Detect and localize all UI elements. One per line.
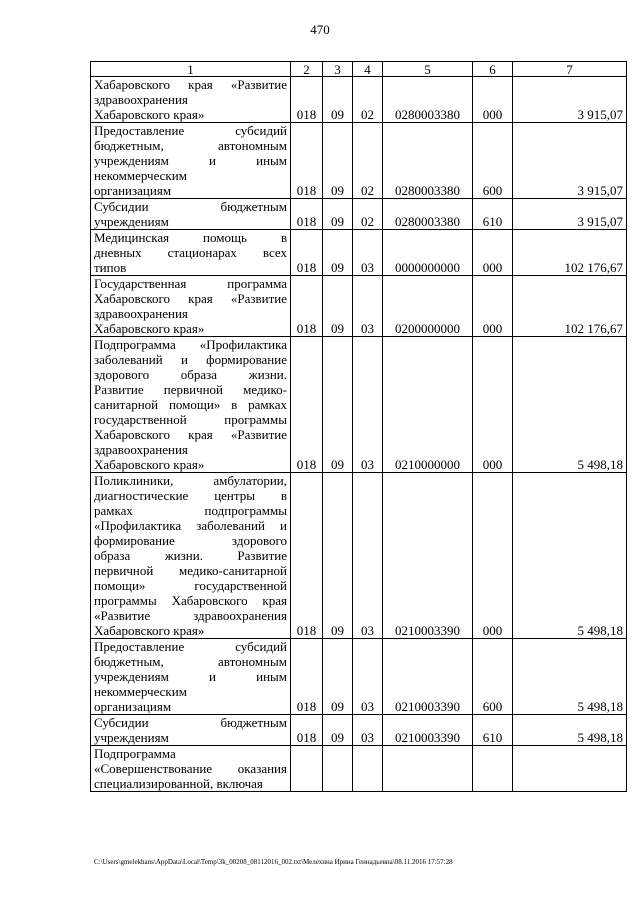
ministry-code: 018 <box>291 639 323 715</box>
description-line: некоммерческим <box>94 684 187 699</box>
amount-cell: 5 498,18 <box>513 337 627 473</box>
description-line: учреждениям и иным <box>94 153 287 168</box>
description-line: заболеваний и формирование <box>94 352 287 367</box>
section-code: 09 <box>323 230 353 276</box>
section-code: 09 <box>323 639 353 715</box>
description-line: санитарной помощи» в рамках <box>94 397 287 412</box>
file-path-footer: C:\Users\gmelekhans\AppData\Local\Temp\3k_00208_08112016_002.txt\Мелехина Ирина Геннадьевна\08.11.2016 17:57:28 <box>94 858 453 866</box>
description-line: Хабаровского края «Развитие <box>94 77 287 92</box>
description-line: некоммерческим <box>94 168 187 183</box>
target-article-code: 0210003390 <box>383 473 473 639</box>
row-description <box>91 230 291 276</box>
ministry-code: 018 <box>291 230 323 276</box>
description-line: учреждениям <box>94 730 169 745</box>
expense-type-code: 000 <box>473 276 513 337</box>
section-code: 09 <box>323 276 353 337</box>
table-row <box>91 337 627 473</box>
table-row <box>91 473 627 639</box>
description-line: «Развитие здравоохранения <box>94 608 287 623</box>
description-line: Подпрограмма <box>94 746 176 761</box>
ministry-code: 018 <box>291 276 323 337</box>
description-line: Хабаровского края» <box>94 457 205 472</box>
description-line: диагностические центры в <box>94 488 287 503</box>
amount-cell: 5 498,18 <box>513 473 627 639</box>
section-code <box>323 746 353 792</box>
ministry-code: 018 <box>291 123 323 199</box>
expense-type-code <box>473 746 513 792</box>
description-line: Государственная программа <box>94 276 287 291</box>
ministry-code: 018 <box>291 199 323 230</box>
description-line: Хабаровского края» <box>94 107 205 122</box>
target-article-code: 0000000000 <box>383 230 473 276</box>
row-description <box>91 123 291 199</box>
row-description <box>91 276 291 337</box>
ministry-code <box>291 746 323 792</box>
row-description <box>91 199 291 230</box>
description-line: рамках подпрограммы <box>94 503 287 518</box>
description-line: «Совершенствование оказания <box>94 761 287 776</box>
amount-cell: 3 915,07 <box>513 199 627 230</box>
subsection-code: 03 <box>353 337 383 473</box>
header-cell: 2 <box>291 62 323 77</box>
subsection-code: 02 <box>353 123 383 199</box>
description-line: формирование здорового <box>94 533 287 548</box>
description-line: Хабаровского края» <box>94 321 205 336</box>
amount-cell: 5 498,18 <box>513 715 627 746</box>
expense-type-code: 000 <box>473 77 513 123</box>
section-code: 09 <box>323 473 353 639</box>
description-line: типов <box>94 260 127 275</box>
target-article-code: 0280003380 <box>383 199 473 230</box>
header-cell: 4 <box>353 62 383 77</box>
row-description <box>91 473 291 639</box>
budget-table <box>90 61 627 792</box>
section-code: 09 <box>323 337 353 473</box>
row-description <box>91 639 291 715</box>
amount-cell: 5 498,18 <box>513 639 627 715</box>
target-article-code: 0210003390 <box>383 715 473 746</box>
section-code: 09 <box>323 715 353 746</box>
row-description <box>91 77 291 123</box>
section-code: 09 <box>323 123 353 199</box>
row-description <box>91 746 291 792</box>
description-line: образа жизни. Развитие <box>94 548 287 563</box>
amount-cell: 3 915,07 <box>513 77 627 123</box>
amount-cell: 102 176,67 <box>513 276 627 337</box>
table-row <box>91 715 627 746</box>
description-line: Хабаровского края «Развитие <box>94 427 287 442</box>
subsection-code: 02 <box>353 77 383 123</box>
description-line: Субсидии бюджетным <box>94 199 287 214</box>
description-line: «Профилактика заболеваний и <box>94 518 287 533</box>
description-line: Субсидии бюджетным <box>94 715 287 730</box>
table-row <box>91 639 627 715</box>
target-article-code: 0280003380 <box>383 77 473 123</box>
description-line: здравоохранения <box>94 442 188 457</box>
table-row <box>91 230 627 276</box>
header-cell: 7 <box>513 62 627 77</box>
target-article-code: 0210000000 <box>383 337 473 473</box>
description-line: Предоставление субсидий <box>94 639 287 654</box>
description-line: Развитие первичной медико- <box>94 382 287 397</box>
ministry-code: 018 <box>291 715 323 746</box>
subsection-code: 02 <box>353 199 383 230</box>
description-line: помощи» государственной <box>94 578 287 593</box>
description-line: бюджетным, автономным <box>94 138 287 153</box>
table-row <box>91 123 627 199</box>
table-header-row <box>91 62 627 77</box>
table-row <box>91 199 627 230</box>
expense-type-code: 610 <box>473 199 513 230</box>
description-line: учреждениям и иным <box>94 669 287 684</box>
subsection-code <box>353 746 383 792</box>
subsection-code: 03 <box>353 473 383 639</box>
target-article-code <box>383 746 473 792</box>
description-line: Предоставление субсидий <box>94 123 287 138</box>
row-description <box>91 337 291 473</box>
subsection-code: 03 <box>353 639 383 715</box>
description-line: дневных стационарах всех <box>94 245 287 260</box>
amount-cell <box>513 746 627 792</box>
description-line: организациям <box>94 183 172 198</box>
description-line: здравоохранения <box>94 92 188 107</box>
expense-type-code: 600 <box>473 639 513 715</box>
expense-type-code: 000 <box>473 473 513 639</box>
description-line: Хабаровского края» <box>94 623 205 638</box>
header-cell: 3 <box>323 62 353 77</box>
expense-type-code: 000 <box>473 230 513 276</box>
subsection-code: 03 <box>353 230 383 276</box>
ministry-code: 018 <box>291 473 323 639</box>
table-row <box>91 276 627 337</box>
header-cell: 6 <box>473 62 513 77</box>
target-article-code: 0200000000 <box>383 276 473 337</box>
table-row <box>91 77 627 123</box>
expense-type-code: 610 <box>473 715 513 746</box>
description-line: учреждениям <box>94 214 169 229</box>
description-line: Поликлиники, амбулатории, <box>94 473 287 488</box>
description-line: здорового образа жизни. <box>94 367 287 382</box>
description-line: организациям <box>94 699 172 714</box>
description-line: государственной программы <box>94 412 287 427</box>
subsection-code: 03 <box>353 715 383 746</box>
page-number: 470 <box>310 22 330 37</box>
section-code: 09 <box>323 199 353 230</box>
target-article-code: 0280003380 <box>383 123 473 199</box>
description-line: Подпрограмма «Профилактика <box>94 337 287 352</box>
amount-cell: 3 915,07 <box>513 123 627 199</box>
expense-type-code: 600 <box>473 123 513 199</box>
header-cell: 5 <box>383 62 473 77</box>
description-line: здравоохранения <box>94 306 188 321</box>
description-line: бюджетным, автономным <box>94 654 287 669</box>
ministry-code: 018 <box>291 77 323 123</box>
description-line: специализированной, включая <box>94 776 263 791</box>
row-description <box>91 715 291 746</box>
description-line: программы Хабаровского края <box>94 593 287 608</box>
description-line: Медицинская помощь в <box>94 230 287 245</box>
ministry-code: 018 <box>291 337 323 473</box>
description-line: Хабаровского края «Развитие <box>94 291 287 306</box>
amount-cell: 102 176,67 <box>513 230 627 276</box>
header-cell: 1 <box>91 62 291 77</box>
subsection-code: 03 <box>353 276 383 337</box>
description-line: первичной медико-санитарной <box>94 563 287 578</box>
target-article-code: 0210003390 <box>383 639 473 715</box>
section-code: 09 <box>323 77 353 123</box>
expense-type-code: 000 <box>473 337 513 473</box>
table-row <box>91 746 627 792</box>
